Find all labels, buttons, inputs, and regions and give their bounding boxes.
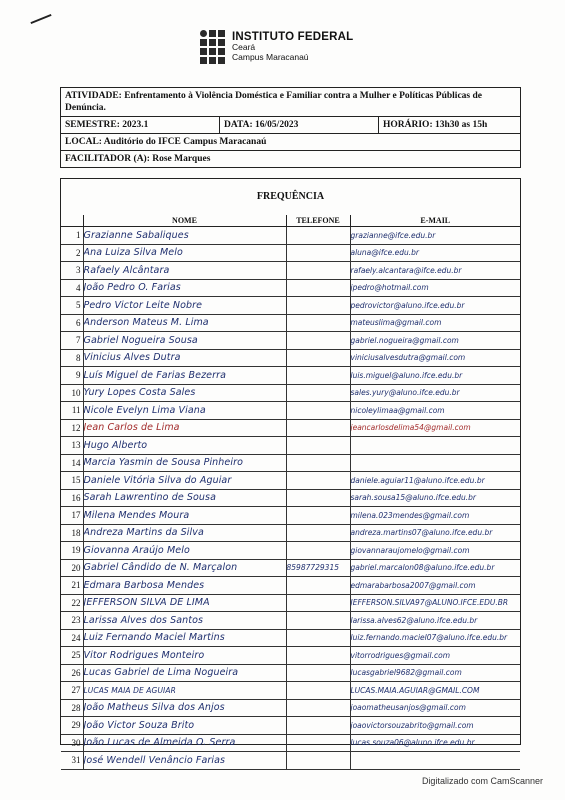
row-phone — [286, 244, 350, 262]
row-name: Luiz Fernando Maciel Martins — [83, 629, 286, 647]
table-row — [61, 244, 520, 262]
row-email: sales.yury@aluno.ifce.edu.br — [350, 384, 520, 402]
row-name: Vitor Rodrigues Monteiro — [83, 647, 286, 665]
row-phone — [286, 472, 350, 490]
semester: SEMESTRE: 2023.1 — [65, 120, 149, 130]
row-phone — [286, 647, 350, 665]
row-phone — [286, 629, 350, 647]
row-email: sarah.sousa15@aluno.ifce.edu.br — [350, 489, 520, 507]
row-name: Andreza Martins da Silva — [83, 524, 286, 542]
row-phone — [286, 524, 350, 542]
row-email: giovannaraujomelo@gmail.com — [350, 542, 520, 560]
row-number: 16 — [61, 489, 83, 507]
row-phone — [286, 752, 350, 770]
row-number: 17 — [61, 507, 83, 525]
row-phone — [286, 577, 350, 595]
row-number: 23 — [61, 612, 83, 630]
row-number: 6 — [61, 314, 83, 332]
row-name: LUCAS MAIA DE AGUIAR — [83, 682, 286, 700]
row-number: 21 — [61, 577, 83, 595]
row-phone — [286, 279, 350, 297]
row-name: João Matheus Silva dos Anjos — [83, 699, 286, 717]
row-number: 31 — [61, 752, 83, 770]
row-email — [350, 752, 520, 770]
row-number: 13 — [61, 437, 83, 455]
row-name: Grazianne Sabaliques — [83, 227, 286, 245]
row-number: 10 — [61, 384, 83, 402]
row-email: gabriel.nogueira@gmail.com — [350, 332, 520, 350]
row-number: 3 — [61, 262, 83, 280]
row-email: jeancarlosdelima54@gmail.com — [350, 419, 520, 437]
table-row — [61, 384, 520, 402]
row-number: 25 — [61, 647, 83, 665]
col-phone: TELEFONE — [286, 215, 350, 227]
table-row — [61, 612, 520, 630]
table-row — [61, 699, 520, 717]
row-name: Jean Carlos de Lima — [83, 419, 286, 437]
row-phone — [286, 734, 350, 752]
row-email: luis.miguel@aluno.ifce.edu.br — [350, 367, 520, 385]
row-number: 14 — [61, 454, 83, 472]
row-phone — [286, 262, 350, 280]
table-row — [61, 559, 520, 577]
row-email: edmarabarbosa2007@gmail.com — [350, 577, 520, 595]
row-email: andreza.martins07@aluno.ifce.edu.br — [350, 524, 520, 542]
table-row — [61, 664, 520, 682]
row-name: João Victor Souza Brito — [83, 717, 286, 735]
table-row — [61, 332, 520, 350]
row-phone — [286, 332, 350, 350]
table-row — [61, 524, 520, 542]
row-phone — [286, 384, 350, 402]
table-row — [61, 507, 520, 525]
row-email: lucasgabriel9682@gmail.com — [350, 664, 520, 682]
location: LOCAL: Auditório do IFCE Campus Maracanaú — [65, 137, 267, 147]
table-row — [61, 367, 520, 385]
row-number: 8 — [61, 349, 83, 367]
row-name: Hugo Alberto — [83, 437, 286, 455]
row-email: aluna@ifce.edu.br — [350, 244, 520, 262]
row-name: José Wendell Venâncio Farias — [83, 752, 286, 770]
row-name: Edmara Barbosa Mendes — [83, 577, 286, 595]
row-number: 15 — [61, 472, 83, 490]
row-number: 24 — [61, 629, 83, 647]
row-phone — [286, 419, 350, 437]
table-row — [61, 682, 520, 700]
scan-mark — [30, 14, 51, 24]
row-phone: 85987729315 — [286, 559, 350, 577]
row-number: 5 — [61, 297, 83, 315]
attendance-sheet — [60, 178, 521, 766]
row-name: Gabriel Cândido de N. Marçalon — [83, 559, 286, 577]
row-email: grazianne@ifce.edu.br — [350, 227, 520, 245]
row-number: 11 — [61, 402, 83, 420]
row-name: Milena Mendes Moura — [83, 507, 286, 525]
row-email — [350, 437, 520, 455]
row-name: Yury Lopes Costa Sales — [83, 384, 286, 402]
row-number: 12 — [61, 419, 83, 437]
table-row — [61, 349, 520, 367]
row-number: 18 — [61, 524, 83, 542]
row-name: João Lucas de Almeida O. Serra — [83, 734, 286, 752]
row-phone — [286, 454, 350, 472]
row-email: luiz.fernando.maciel07@aluno.ifce.edu.br — [350, 629, 520, 647]
col-email: E-MAIL — [350, 215, 520, 227]
row-name: Lucas Gabriel de Lima Nogueira — [83, 664, 286, 682]
scanner-watermark: Digitalizado com CamScanner — [421, 776, 543, 786]
row-phone — [286, 314, 350, 332]
row-name: Luís Miguel de Farias Bezerra — [83, 367, 286, 385]
row-name: Nicole Evelyn Lima Viana — [83, 402, 286, 420]
logo-title: INSTITUTO FEDERAL — [232, 31, 354, 43]
row-email: nicoleylimaa@gmail.com — [350, 402, 520, 420]
row-email: joaovictorsouzabrito@gmail.com — [350, 717, 520, 735]
institution-logo — [200, 30, 353, 64]
table-row — [61, 227, 520, 245]
table-row — [61, 647, 520, 665]
row-number: 29 — [61, 717, 83, 735]
row-email: mateuslima@gmail.com — [350, 314, 520, 332]
row-phone — [286, 594, 350, 612]
activity-info — [60, 87, 521, 168]
table-row — [61, 262, 520, 280]
row-phone — [286, 437, 350, 455]
table-row — [61, 734, 520, 752]
row-name: Sarah Lawrentino de Sousa — [83, 489, 286, 507]
row-name: Pedro Victor Leite Nobre — [83, 297, 286, 315]
table-row — [61, 577, 520, 595]
row-number: 7 — [61, 332, 83, 350]
row-phone — [286, 297, 350, 315]
table-row — [61, 402, 520, 420]
row-name: Larissa Alves dos Santos — [83, 612, 286, 630]
logo-campus: Campus Maracanaú — [232, 52, 309, 62]
table-row — [61, 297, 520, 315]
row-email — [350, 454, 520, 472]
table-row — [61, 717, 520, 735]
row-email: lucas.souza06@aluno.ifce.edu.br — [350, 734, 520, 752]
row-email: gabriel.marcalon08@aluno.ifce.edu.br — [350, 559, 520, 577]
row-name: Vinicius Alves Dutra — [83, 349, 286, 367]
row-number: 19 — [61, 542, 83, 560]
row-name: Rafaely Alcântara — [83, 262, 286, 280]
row-phone — [286, 612, 350, 630]
table-row — [61, 472, 520, 490]
row-email: JEFFERSON.SILVA97@ALUNO.IFCE.EDU.BR — [350, 594, 520, 612]
table-row — [61, 542, 520, 560]
table-row — [61, 454, 520, 472]
table-row — [61, 437, 520, 455]
col-number — [61, 215, 83, 227]
table-row — [61, 419, 520, 437]
row-phone — [286, 717, 350, 735]
row-name: Giovanna Araújo Melo — [83, 542, 286, 560]
row-number: 28 — [61, 699, 83, 717]
table-row — [61, 594, 520, 612]
row-phone — [286, 682, 350, 700]
row-number: 30 — [61, 734, 83, 752]
row-number: 2 — [61, 244, 83, 262]
row-email: joaomatheusanjos@gmail.com — [350, 699, 520, 717]
row-email: pedrovictor@aluno.ifce.edu.br — [350, 297, 520, 315]
col-name: NOME — [83, 215, 286, 227]
row-name: João Pedro O. Farias — [83, 279, 286, 297]
row-phone — [286, 227, 350, 245]
facilitator: FACILITADOR (A): Rose Marques — [65, 154, 211, 164]
row-phone — [286, 542, 350, 560]
row-email: larissa.alves62@aluno.ifce.edu.br — [350, 612, 520, 630]
logo-mark-icon — [200, 30, 225, 64]
row-email: daniele.aguiar11@aluno.ifce.edu.br — [350, 472, 520, 490]
row-email: vitorrodrigues@gmail.com — [350, 647, 520, 665]
table-row — [61, 629, 520, 647]
row-phone — [286, 507, 350, 525]
row-number: 20 — [61, 559, 83, 577]
row-email: milena.023mendes@gmail.com — [350, 507, 520, 525]
time: HORÁRIO: 13h30 as 15h — [378, 117, 520, 133]
date: DATA: 16/05/2023 — [219, 117, 378, 133]
row-name: JEFFERSON SILVA DE LIMA — [83, 594, 286, 612]
row-email: jpedro@hotmail.com — [350, 279, 520, 297]
row-number: 27 — [61, 682, 83, 700]
row-email: viniciusalvesdutra@gmail.com — [350, 349, 520, 367]
attendance-table — [61, 215, 520, 770]
logo-state: Ceará — [232, 42, 256, 52]
row-email: LUCAS.MAIA.AGUIAR@GMAIL.COM — [350, 682, 520, 700]
row-phone — [286, 664, 350, 682]
row-email: rafaely.alcantara@ifce.edu.br — [350, 262, 520, 280]
table-row — [61, 489, 520, 507]
table-row — [61, 279, 520, 297]
row-number: 9 — [61, 367, 83, 385]
row-number: 4 — [61, 279, 83, 297]
row-phone — [286, 489, 350, 507]
row-name: Ana Luiza Silva Melo — [83, 244, 286, 262]
row-phone — [286, 349, 350, 367]
row-phone — [286, 699, 350, 717]
row-name: Daniele Vitória Silva do Aguiar — [83, 472, 286, 490]
row-number: 26 — [61, 664, 83, 682]
row-number: 22 — [61, 594, 83, 612]
attendance-title: FREQUÊNCIA — [256, 191, 325, 202]
table-row — [61, 752, 520, 770]
row-name: Gabriel Nogueira Sousa — [83, 332, 286, 350]
row-phone — [286, 402, 350, 420]
row-name: Marcia Yasmin de Sousa Pinheiro — [83, 454, 286, 472]
activity-title: ATIVIDADE: Enfrentamento à Violência Doméstica e Familiar contra a Mulher e Políticas Públicas de Denúncia. — [65, 91, 482, 113]
table-row — [61, 314, 520, 332]
row-name: Anderson Mateus M. Lima — [83, 314, 286, 332]
row-number: 1 — [61, 227, 83, 245]
row-phone — [286, 367, 350, 385]
